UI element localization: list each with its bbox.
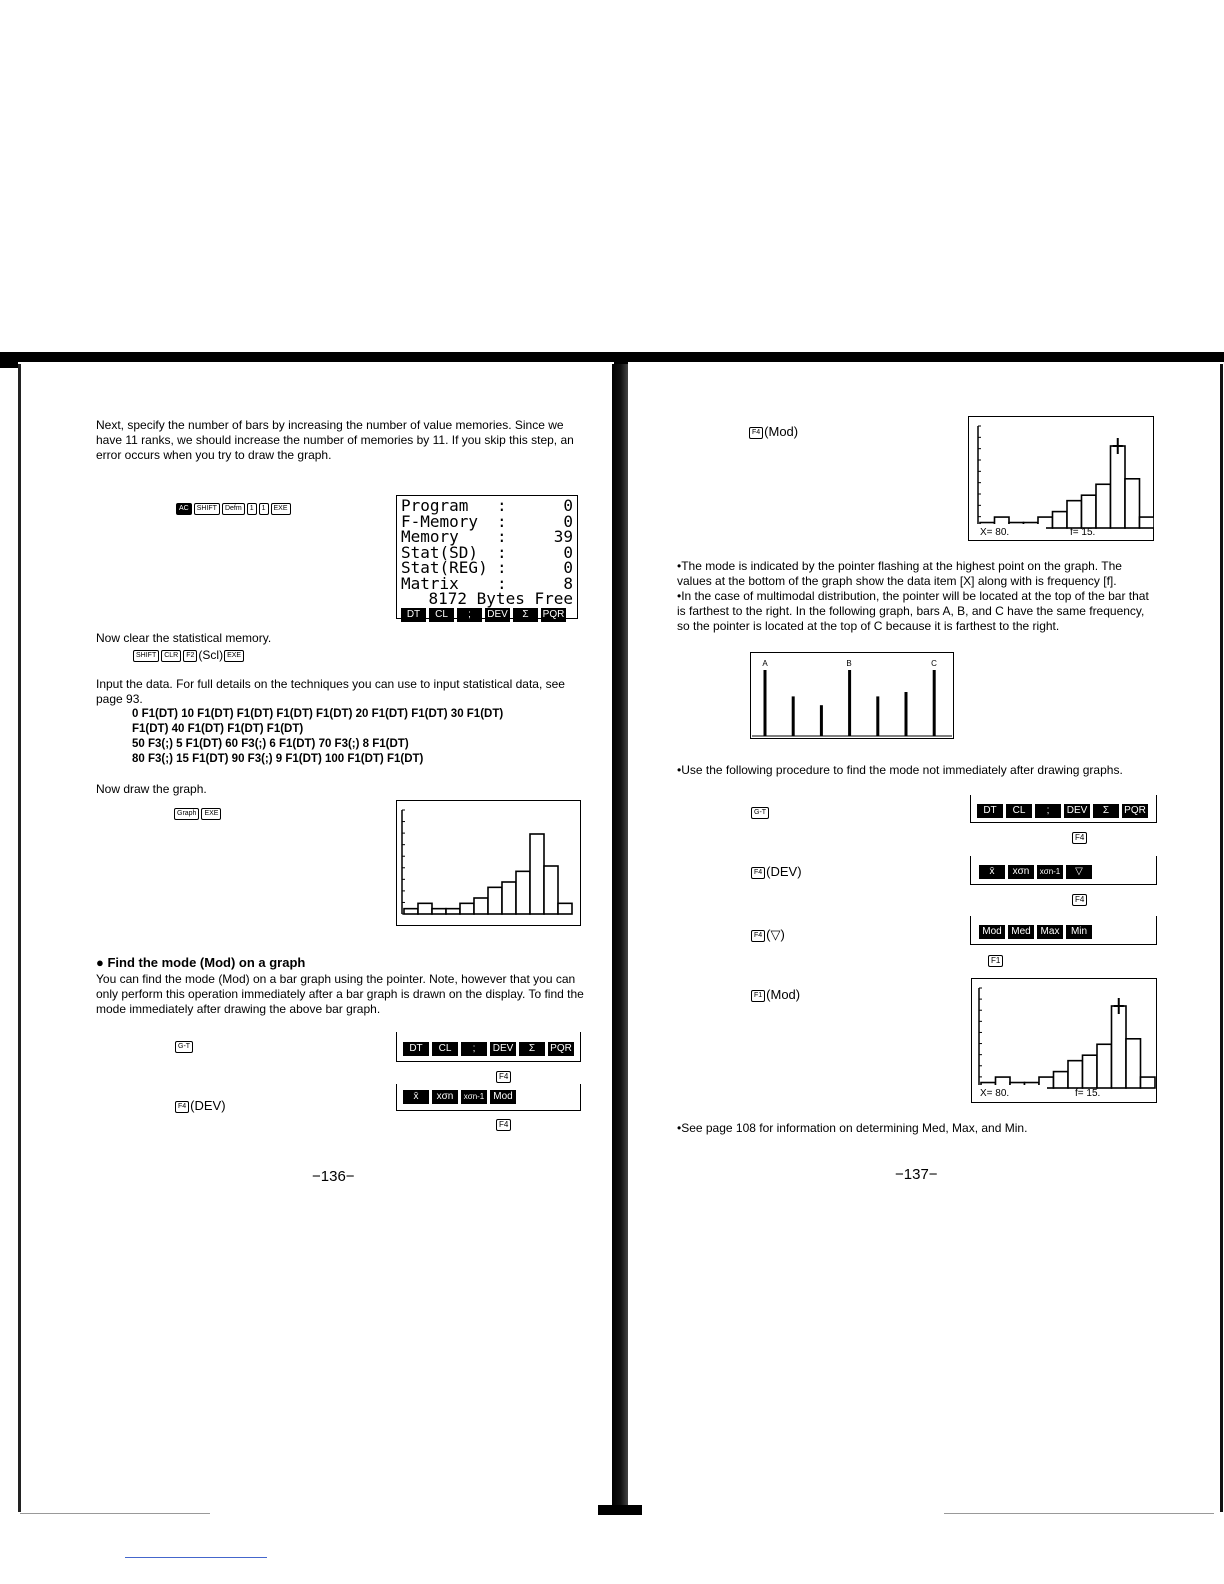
menu-xsn: xσn bbox=[432, 1090, 458, 1104]
input-instruction: Input the data. For full details on the techniques you can use to input statistical data, see page 93. bbox=[96, 677, 565, 706]
multimodal-graph bbox=[750, 652, 954, 739]
key-exe: EXE bbox=[271, 503, 291, 515]
key-graph: Graph bbox=[174, 808, 199, 820]
page-number-137: −137− bbox=[895, 1166, 938, 1183]
f-readout: f= 15. bbox=[1070, 527, 1096, 538]
key-ac: AC bbox=[176, 503, 192, 515]
histogram-bar bbox=[1096, 484, 1111, 528]
menu-xsn: xσn bbox=[1008, 865, 1034, 879]
menu-mean: x̄ bbox=[403, 1090, 429, 1104]
colon: : bbox=[497, 558, 507, 577]
spike-bar bbox=[848, 670, 851, 736]
mem-value: 0 bbox=[563, 558, 573, 577]
histogram-bar bbox=[1112, 1006, 1127, 1088]
f4-key: F4 bbox=[496, 1071, 511, 1083]
intro-paragraph: Next, specify the number of bars by increasing the number of value memories. Since we have 11 ranks, we should increase the number of memories by 11. If you skip this step, an error occurs when you try to draw the graph. bbox=[96, 418, 574, 462]
bullet-multimodal: •In the case of multimodal distribution, the pointer will be located at the top of the bar that is farthest to the right. In the following graph, bars A, B, and C have the same frequency, so the pointer is located at the top of C because it is farthest to the right. bbox=[677, 589, 1149, 633]
menu-dt: DT bbox=[977, 804, 1003, 818]
key-gt: G-T bbox=[175, 1041, 193, 1053]
clear-instruction: Now clear the statistical memory. bbox=[96, 631, 272, 645]
step2-screen bbox=[396, 1084, 581, 1111]
menu-xsn1: xσn-1 bbox=[461, 1090, 487, 1104]
mode-heading-text: Find the mode (Mod) on a graph bbox=[107, 955, 306, 970]
proc-dev-fkey bbox=[1072, 889, 1087, 907]
colon: : bbox=[497, 511, 507, 531]
draw-key-sequence bbox=[173, 805, 222, 823]
histogram-bar bbox=[488, 887, 502, 914]
proc-dev-screen bbox=[970, 856, 1157, 885]
spike-bar bbox=[820, 705, 823, 736]
menu-mod: Mod bbox=[490, 1090, 516, 1104]
step2-fkey bbox=[496, 1114, 511, 1132]
colon: : bbox=[497, 542, 507, 562]
proc-step-mod bbox=[750, 987, 800, 1002]
x-readout: X= 80. bbox=[980, 1088, 1010, 1099]
book-spine-fold bbox=[612, 364, 628, 1514]
histogram-bar bbox=[530, 834, 544, 914]
histogram-bar bbox=[1097, 1044, 1112, 1088]
colon: : bbox=[497, 527, 507, 546]
histogram-bar bbox=[1083, 1055, 1098, 1088]
mem-value: 39 bbox=[553, 527, 573, 546]
histogram-bar bbox=[404, 909, 418, 914]
bytes-free: 8172 Bytes Free bbox=[428, 589, 573, 608]
menu-cl: CL bbox=[1006, 804, 1032, 818]
menu-pqr: PQR bbox=[542, 608, 565, 620]
menu-dt: DT bbox=[403, 1042, 429, 1056]
bullet-see-page: •See page 108 for information on determining Med, Max, and Min. bbox=[677, 1121, 1028, 1135]
menu-sigma: Σ bbox=[1093, 804, 1119, 818]
histogram-bar bbox=[1126, 1039, 1141, 1088]
mem-value: 0 bbox=[563, 511, 573, 531]
dev-label: (DEV) bbox=[190, 1098, 226, 1113]
menu-sigma: Σ bbox=[519, 1042, 545, 1056]
memory-status-screen bbox=[396, 495, 578, 619]
label-a: A bbox=[762, 659, 768, 668]
mem-label: Matrix bbox=[401, 573, 459, 593]
menu-mean: x̄ bbox=[979, 865, 1005, 879]
blue-underline-mark bbox=[125, 1557, 267, 1558]
memory-menu-bar bbox=[401, 608, 573, 622]
histogram-bar bbox=[1068, 1061, 1083, 1088]
clear-key-sequence bbox=[132, 648, 245, 663]
input-key-sequence bbox=[132, 707, 503, 767]
histogram-bar bbox=[1125, 479, 1140, 528]
mod-label: (Mod) bbox=[766, 987, 801, 1002]
histogram-bar bbox=[460, 903, 474, 914]
proc-gt-screen bbox=[970, 795, 1157, 823]
mode-graph-screen-2 bbox=[971, 978, 1157, 1103]
bottom-rule-left bbox=[20, 1513, 210, 1514]
mod-label: (Mod) bbox=[764, 424, 799, 439]
key-defm: Defm bbox=[222, 503, 245, 515]
histogram-bar bbox=[1111, 446, 1126, 528]
label-b: B bbox=[846, 659, 852, 668]
step1-screen bbox=[396, 1032, 581, 1062]
spike-bar bbox=[876, 696, 879, 736]
menu-xsn1: xσn-1 bbox=[1037, 865, 1063, 879]
input-line: F1(DT) 40 F1(DT) F1(DT) F1(DT) bbox=[132, 723, 304, 735]
key-f2: F2 bbox=[183, 650, 197, 662]
right-page-edge bbox=[1220, 364, 1223, 1512]
mem-label: F-Memory bbox=[401, 511, 479, 531]
menu-max: Max bbox=[1037, 925, 1063, 939]
histogram-bar bbox=[418, 903, 432, 914]
proc-gt-menu bbox=[977, 804, 1148, 818]
histogram-bar bbox=[1054, 1072, 1069, 1088]
proc-gt-fkey bbox=[1072, 827, 1087, 845]
proc-step-gt bbox=[750, 804, 770, 822]
input-line: 50 F3(;) 5 F1(DT) 60 F3(;) 6 F1(DT) 70 F3(;) 8 F1(DT) bbox=[132, 738, 409, 750]
mem-label: Program bbox=[401, 496, 469, 515]
step1-fkey bbox=[496, 1066, 511, 1084]
bullet-procedure: •Use the following procedure to find the mode not immediately after drawing graphs. bbox=[677, 763, 1123, 777]
f1-key: F1 bbox=[988, 955, 1003, 967]
menu-dev: DEV bbox=[490, 1042, 516, 1056]
left-page-edge bbox=[18, 364, 21, 1512]
histogram-bar bbox=[544, 866, 558, 914]
x-readout: X= 80. bbox=[980, 527, 1010, 538]
key-1a: 1 bbox=[247, 503, 257, 515]
key-clr: CLR bbox=[161, 650, 181, 662]
menu-cl: CL bbox=[432, 1042, 458, 1056]
histogram-bar bbox=[1053, 512, 1068, 528]
step1-key bbox=[174, 1038, 194, 1056]
spike-bar bbox=[764, 670, 767, 736]
spike-bar bbox=[792, 696, 795, 736]
menu-dev: DEV bbox=[1064, 804, 1090, 818]
proc-step-down bbox=[750, 927, 785, 942]
menu-dev: DEV bbox=[485, 608, 510, 622]
histogram-bar bbox=[1067, 501, 1082, 528]
histogram-bar bbox=[502, 882, 516, 914]
bottom-rule-right bbox=[944, 1513, 1214, 1514]
menu-semicolon: ; bbox=[461, 1042, 487, 1056]
histogram-screen bbox=[396, 800, 581, 926]
key-f1: F1 bbox=[751, 990, 765, 1002]
mem-label: Stat(REG) bbox=[401, 558, 488, 577]
multimodal-frame bbox=[751, 653, 954, 739]
step2-menu bbox=[403, 1090, 516, 1104]
mem-value: 8 bbox=[563, 573, 573, 593]
spike-bar bbox=[905, 692, 908, 736]
histogram-bar bbox=[446, 909, 460, 914]
step1-menu bbox=[403, 1042, 574, 1056]
mod-step bbox=[748, 424, 798, 439]
f4-key: F4 bbox=[1072, 894, 1087, 906]
key-1b: 1 bbox=[259, 503, 269, 515]
defm-key-sequence bbox=[175, 500, 292, 518]
menu-pqr: PQR bbox=[548, 1042, 574, 1056]
key-exe: EXE bbox=[201, 808, 221, 820]
colon: : bbox=[497, 573, 507, 593]
mem-value: 0 bbox=[563, 542, 573, 562]
proc-step-dev bbox=[750, 864, 802, 879]
colon: : bbox=[497, 496, 507, 515]
histogram-bar bbox=[432, 909, 446, 914]
proc-down-menu bbox=[979, 925, 1092, 939]
key-exe: EXE bbox=[224, 650, 244, 662]
f-readout: f= 15. bbox=[1075, 1088, 1101, 1099]
mode-paragraph: You can find the mode (Mod) on a bar graph using the pointer. Note, however that you can only perform this operation immediately after a bar graph is drawn on the display. To find the mode immediately after drawing the above bar graph. bbox=[96, 972, 584, 1016]
step2-key bbox=[174, 1098, 226, 1113]
key-shift: SHIFT bbox=[194, 503, 220, 515]
key-shift: SHIFT bbox=[133, 650, 159, 662]
mode-graph-screen bbox=[968, 416, 1154, 541]
key-gt: G-T bbox=[751, 807, 769, 819]
label-c: C bbox=[931, 659, 937, 668]
spine-foot bbox=[598, 1505, 642, 1515]
mem-label: Stat(SD) bbox=[401, 542, 479, 562]
menu-semicolon: ; bbox=[1035, 804, 1061, 818]
spike-bar bbox=[933, 670, 936, 736]
key-f4: F4 bbox=[175, 1101, 189, 1113]
dev-label: (DEV) bbox=[766, 864, 802, 879]
key-f4: F4 bbox=[751, 867, 765, 879]
draw-instruction: Now draw the graph. bbox=[96, 782, 207, 796]
menu-sigma: Σ bbox=[513, 608, 538, 622]
menu-mod: Mod bbox=[979, 925, 1005, 939]
down-label: (▽) bbox=[766, 927, 785, 942]
menu-down: ▽ bbox=[1066, 865, 1092, 879]
key-f4: F4 bbox=[751, 930, 765, 942]
histogram-bar bbox=[558, 903, 572, 914]
menu-dt: DT bbox=[401, 608, 426, 622]
menu-min: Min bbox=[1066, 925, 1092, 939]
mem-label: Memory bbox=[401, 527, 459, 546]
mem-value: 0 bbox=[563, 496, 573, 515]
histogram-bar bbox=[516, 871, 530, 914]
menu-cl: CL bbox=[429, 608, 454, 622]
scl-label: (Scl) bbox=[198, 648, 224, 662]
menu-pqr: PQR bbox=[1122, 804, 1148, 818]
key-f4: F4 bbox=[749, 427, 763, 439]
histogram-bar bbox=[1082, 495, 1097, 528]
proc-down-fkey bbox=[988, 950, 1003, 968]
f4-key: F4 bbox=[496, 1119, 511, 1131]
histogram-bar bbox=[1141, 1077, 1156, 1088]
menu-med: Med bbox=[1008, 925, 1034, 939]
proc-down-screen bbox=[970, 916, 1157, 945]
bullet-mode-pointer: •The mode is indicated by the pointer flashing at the highest point on the graph. The values at the bottom of the graph show the data item [X] along with is frequency [f]. bbox=[677, 559, 1122, 588]
mode-heading: ● Find the mode (Mod) on a graph bbox=[96, 955, 306, 970]
input-line: 80 F3(;) 15 F1(DT) 90 F3(;) 9 F1(DT) 100 F1(DT) F1(DT) bbox=[132, 753, 424, 765]
histogram-bar bbox=[1140, 517, 1155, 528]
f4-key: F4 bbox=[1072, 832, 1087, 844]
proc-dev-menu bbox=[979, 865, 1092, 879]
page-number-136: −136− bbox=[312, 1168, 355, 1185]
menu-semicolon: ; bbox=[457, 608, 482, 622]
input-line: 0 F1(DT) 10 F1(DT) F1(DT) F1(DT) F1(DT) 20 F1(DT) F1(DT) 30 F1(DT) bbox=[132, 708, 504, 720]
histogram-bar bbox=[474, 898, 488, 914]
